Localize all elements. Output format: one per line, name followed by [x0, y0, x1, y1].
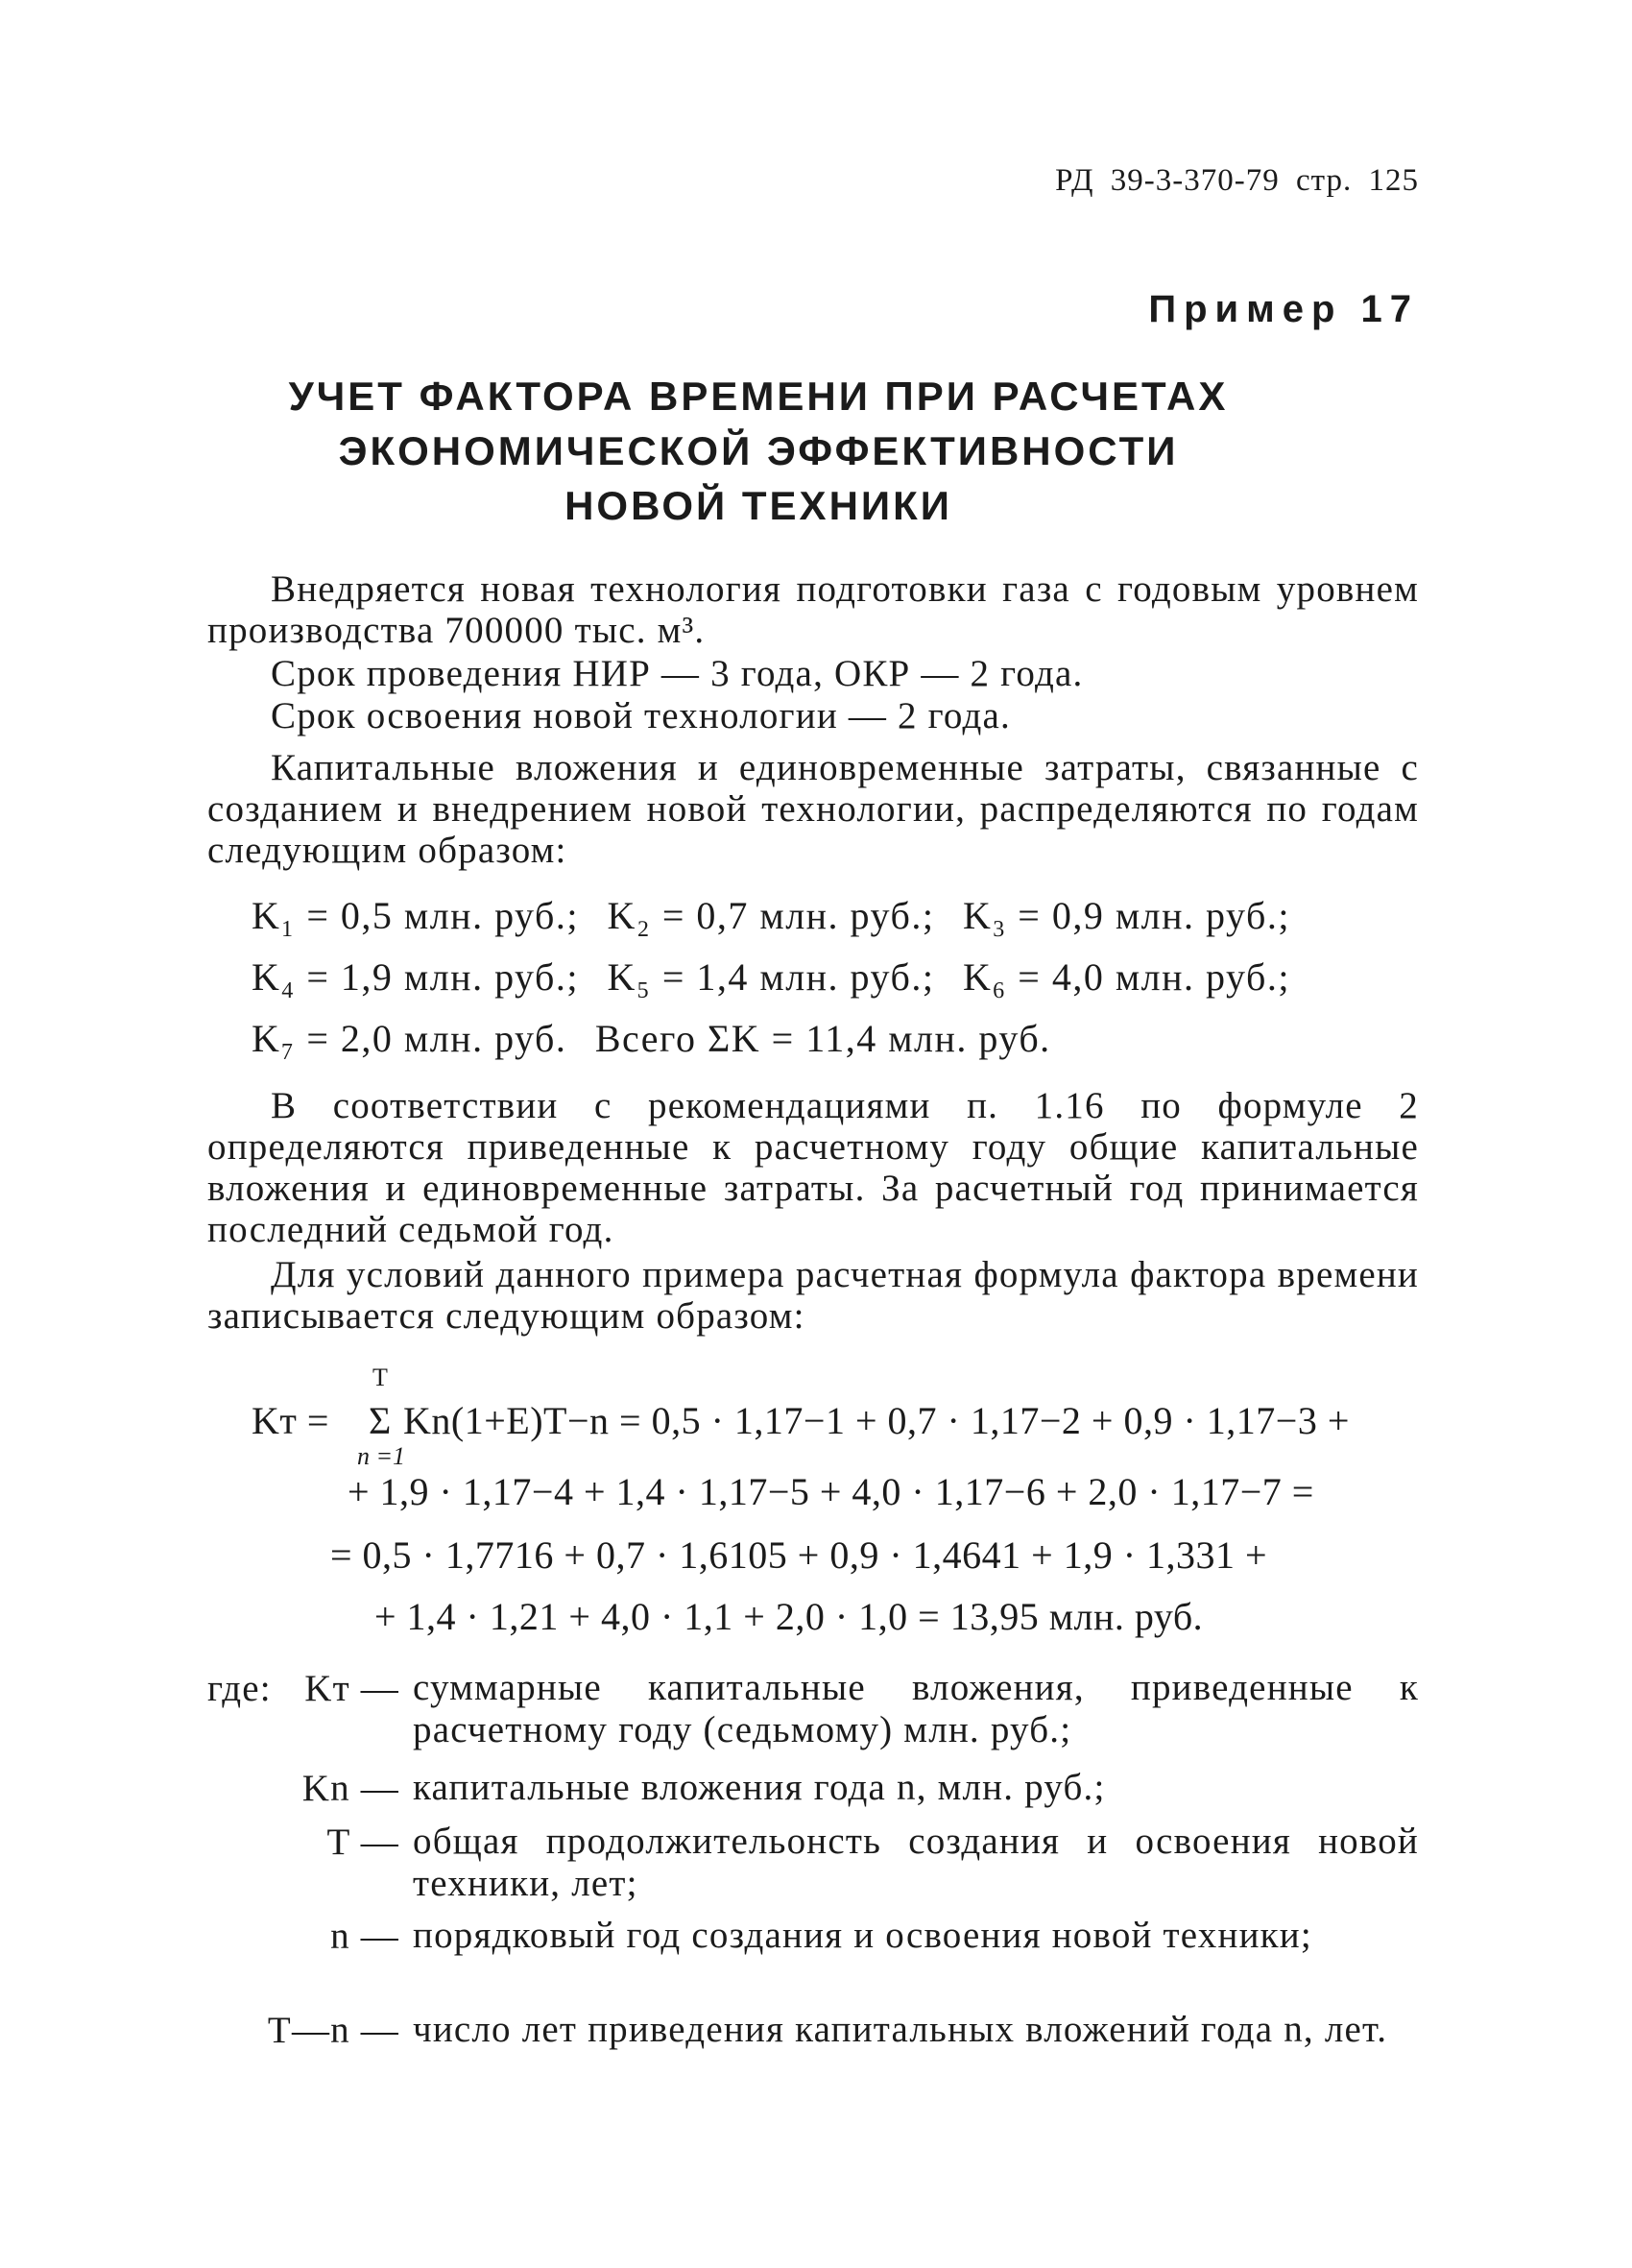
paragraph-development-term: Срок освоения новой технологии — 2 года.	[271, 695, 1011, 736]
k-values-line-2	[252, 947, 1404, 1008]
formula-lhs: Kт =	[252, 1399, 329, 1442]
legend-text: капитальные вложения года n, млн. руб.;	[413, 1767, 1106, 1808]
legend-symbol: T—n —	[267, 2010, 399, 2051]
k-value: K₂ = 0,7 млн. руб.;	[607, 894, 935, 937]
paragraph-research-terms: Срок проведения НИР — 3 года, ОКР — 2 года.	[271, 653, 1084, 694]
legend-symbol: Kn —	[301, 1768, 399, 1809]
k-values-line-1	[252, 885, 1404, 947]
formula-line-3: = 0,5 · 1,7716 + 0,7 · 1,6105 + 0,9 · 1,4641 + 1,9 · 1,331 +	[330, 1533, 1268, 1577]
legend-symbol: n —	[330, 1916, 399, 1957]
section-title	[230, 369, 1286, 533]
sum-upper-limit: T	[372, 1363, 388, 1391]
legend-text: число лет приведения капитальных вложений года n, лет.	[413, 2009, 1388, 2050]
sum-lower-limit: n =1	[357, 1442, 406, 1470]
k-value: K₇ = 2,0 млн. руб.	[252, 1017, 567, 1060]
legend-text: порядковый год создания и освоения новой техники;	[413, 1915, 1312, 1956]
k-value: K₅ = 1,4 млн. руб.;	[607, 955, 935, 999]
example-label: Пример 17	[1148, 288, 1419, 330]
legend-text: суммарные капитальные вложения, приведенные к расчетному году (седьмому) млн. руб.;	[413, 1667, 1419, 1750]
formula-line-1: Kn(1+E)T−n = 0,5 · 1,17−1 + 0,7 · 1,17−2 + 0,9 · 1,17−3 +	[403, 1399, 1350, 1442]
paragraph-production: Внедряется новая технология подготовки газа с годовым уровнем производства 700000 тыс. м³.	[207, 568, 1419, 651]
title-line-3: НОВОЙ ТЕХНИКИ	[564, 483, 952, 528]
k-value-total: Всего ΣK = 11,4 млн. руб.	[594, 1017, 1051, 1060]
paragraph-formula-intro: Для условий данного примера расчетная формула фактора времени записывается следующим образом:	[207, 1254, 1419, 1337]
legend-text: общая продолжительонсть создания и освоения новой техники, лет;	[413, 1821, 1419, 1904]
title-line-2: ЭКОНОМИЧЕСКОЙ ЭФФЕКТИВНОСТИ	[338, 428, 1179, 473]
legend-where: где:	[207, 1668, 272, 1709]
title-line-1: УЧЕТ ФАКТОРА ВРЕМЕНИ ПРИ РАСЧЕТАХ	[288, 374, 1229, 419]
k-value: K₃ = 0,9 млн. руб.;	[962, 894, 1290, 937]
formula-line-4: + 1,4 · 1,21 + 4,0 · 1,1 + 2,0 · 1,0 = 13,95 млн. руб.	[374, 1595, 1204, 1638]
paragraph-recommendations: В соответствии с рекомендациями п. 1.16 по формуле 2 определяются приведенные к расчетному году общие капитальные вложения и единовременные затраты. За расчетный год принимается последний седьмой год.	[207, 1085, 1419, 1250]
formula-line-2: + 1,9 · 1,17−4 + 1,4 · 1,17−5 + 4,0 · 1,17−6 + 2,0 · 1,17−7 =	[348, 1470, 1314, 1513]
page-header: РД 39-3-370-79 стр. 125	[1055, 163, 1419, 198]
paragraph-investments-intro: Капитальные вложения и единовременные затраты, связанные с созданием и внедрением новой технологии, распределяются по годам следующим образом:	[207, 747, 1419, 871]
sum-sign: Σ	[369, 1399, 392, 1442]
legend-symbol: Kт —	[304, 1668, 399, 1709]
k-values-line-3	[252, 1008, 1404, 1070]
k-value: K₄ = 1,9 млн. руб.;	[252, 955, 579, 999]
k-values-list	[252, 885, 1404, 1070]
k-value: K₁ = 0,5 млн. руб.;	[252, 894, 579, 937]
k-value: K₆ = 4,0 млн. руб.;	[962, 955, 1290, 999]
legend-symbol: T —	[326, 1822, 399, 1863]
